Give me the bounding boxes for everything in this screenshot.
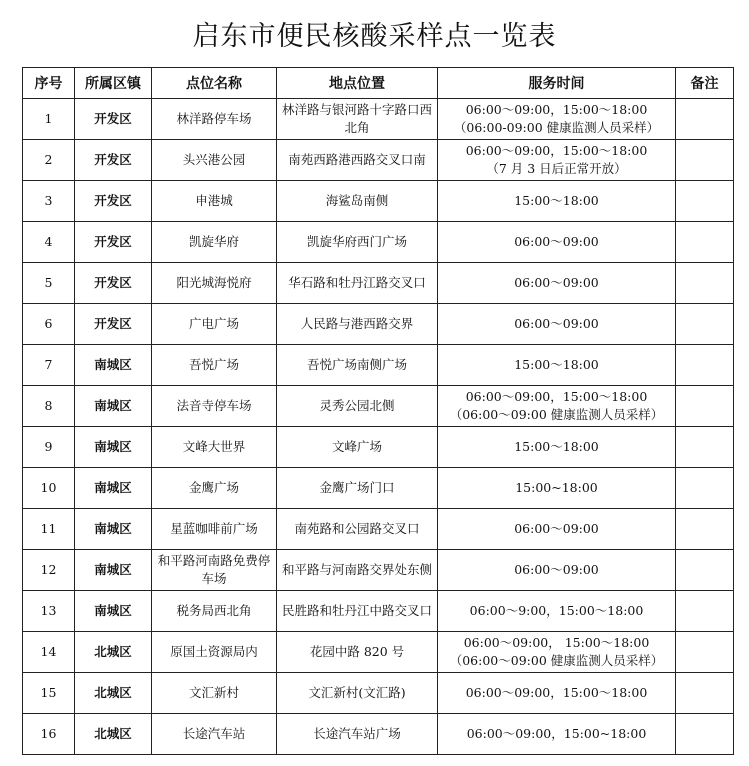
cell-district: 北城区: [75, 632, 152, 673]
service-time-line: 06:00～09:00: [514, 562, 599, 577]
table-row: [23, 99, 734, 140]
table-row: [23, 304, 734, 345]
cell-notes: [676, 181, 734, 222]
service-time-note-line: （7 月 3 日后正常开放）: [486, 161, 627, 176]
cell-seq: 7: [23, 345, 75, 386]
table-row: [23, 550, 734, 591]
cell-notes: [676, 673, 734, 714]
cell-seq: 9: [23, 427, 75, 468]
service-time-line: 06:00～9:00，15:00～18:00: [469, 603, 644, 618]
service-time-line: 06:00～09:00: [514, 521, 599, 536]
cell-seq: 5: [23, 263, 75, 304]
cell-site-name: 文汇新村: [152, 673, 277, 714]
cell-site-name: 广电广场: [152, 304, 277, 345]
cell-district: 南城区: [75, 550, 152, 591]
cell-seq: 6: [23, 304, 75, 345]
cell-notes: [676, 222, 734, 263]
cell-location: 长途汽车站广场: [277, 714, 438, 755]
cell-location: 人民路与港西路交界: [277, 304, 438, 345]
cell-location: 凯旋华府西门广场: [277, 222, 438, 263]
cell-service-time: [438, 632, 676, 673]
header-service-time: 服务时间: [438, 68, 676, 99]
cell-location: 灵秀公园北侧: [277, 386, 438, 427]
table-row: [23, 427, 734, 468]
cell-district: 开发区: [75, 99, 152, 140]
cell-service-time: [438, 714, 676, 755]
service-time-line: 06:00～09:00: [514, 316, 599, 331]
cell-service-time: [438, 386, 676, 427]
cell-district: 南城区: [75, 386, 152, 427]
cell-site-name: 长途汽车站: [152, 714, 277, 755]
cell-location: 南苑西路港西路交叉口南: [277, 140, 438, 181]
cell-district: 北城区: [75, 673, 152, 714]
header-seq: 序号: [23, 68, 75, 99]
service-time-line: 06:00～09:00: [514, 275, 599, 290]
header-district: 所属区镇: [75, 68, 152, 99]
cell-location: 文峰广场: [277, 427, 438, 468]
header-site-name: 点位名称: [152, 68, 277, 99]
table-row: [23, 509, 734, 550]
cell-district: 开发区: [75, 222, 152, 263]
cell-service-time: [438, 140, 676, 181]
cell-site-name: 星蓝咖啡前广场: [152, 509, 277, 550]
cell-notes: [676, 427, 734, 468]
sampling-sites-table: [22, 67, 734, 755]
cell-notes: [676, 468, 734, 509]
service-time-line: 15:00～18:00: [514, 357, 599, 372]
cell-notes: [676, 632, 734, 673]
service-time-note-line: （06:00～09:00 健康监测人员采样）: [449, 407, 664, 422]
table-row: [23, 591, 734, 632]
cell-district: 南城区: [75, 509, 152, 550]
cell-location: 林洋路与银河路十字路口西北角: [277, 99, 438, 140]
service-time-line: 15:00~18:00: [515, 480, 598, 495]
cell-seq: 14: [23, 632, 75, 673]
cell-district: 开发区: [75, 304, 152, 345]
service-time-line: 06:00～09:00: [514, 234, 599, 249]
page-title: 启东市便民核酸采样点一览表: [192, 21, 557, 52]
service-time-line: 15:00～18:00: [514, 439, 599, 454]
cell-service-time: [438, 99, 676, 140]
service-time-line: 06:00～09:00，15:00～18:00: [465, 143, 648, 158]
cell-seq: 1: [23, 99, 75, 140]
cell-site-name: 和平路河南路免费停车场: [152, 550, 277, 591]
cell-location: 金鹰广场门口: [277, 468, 438, 509]
cell-seq: 3: [23, 181, 75, 222]
cell-service-time: [438, 304, 676, 345]
service-time-line: 06:00～09:00，15:00～18:00: [465, 102, 648, 117]
service-time-note-line: （06:00～09:00 健康监测人员采样）: [449, 653, 664, 668]
cell-seq: 15: [23, 673, 75, 714]
cell-service-time: [438, 345, 676, 386]
cell-location: 文汇新村(文汇路): [277, 673, 438, 714]
header-notes: 备注: [676, 68, 734, 99]
table-header-row: [23, 68, 734, 99]
cell-notes: [676, 509, 734, 550]
table-row: [23, 632, 734, 673]
cell-service-time: [438, 673, 676, 714]
cell-seq: 16: [23, 714, 75, 755]
cell-site-name: 林洋路停车场: [152, 99, 277, 140]
cell-service-time: [438, 181, 676, 222]
cell-location: 海鲨岛南侧: [277, 181, 438, 222]
cell-district: 开发区: [75, 140, 152, 181]
cell-site-name: 法音寺停车场: [152, 386, 277, 427]
cell-site-name: 头兴港公园: [152, 140, 277, 181]
cell-notes: [676, 345, 734, 386]
cell-site-name: 凯旋华府: [152, 222, 277, 263]
cell-notes: [676, 386, 734, 427]
cell-service-time: [438, 591, 676, 632]
service-time-note-line: （06:00-09:00 健康监测人员采样）: [453, 120, 660, 135]
service-time-line: 15:00～18:00: [514, 193, 599, 208]
table-row: [23, 714, 734, 755]
cell-service-time: [438, 550, 676, 591]
cell-notes: [676, 550, 734, 591]
cell-district: 南城区: [75, 427, 152, 468]
cell-district: 开发区: [75, 263, 152, 304]
service-time-line: 06:00～09:00，15:00～18:00: [465, 389, 648, 404]
cell-district: 南城区: [75, 591, 152, 632]
cell-notes: [676, 591, 734, 632]
cell-seq: 4: [23, 222, 75, 263]
cell-seq: 8: [23, 386, 75, 427]
table-row: [23, 386, 734, 427]
header-location: 地点位置: [277, 68, 438, 99]
table-row: [23, 263, 734, 304]
cell-site-name: 金鹰广场: [152, 468, 277, 509]
cell-site-name: 原国土资源局内: [152, 632, 277, 673]
cell-site-name: 申港城: [152, 181, 277, 222]
cell-seq: 10: [23, 468, 75, 509]
cell-notes: [676, 263, 734, 304]
service-time-line: 06:00～09:00，15:00～18:00: [465, 685, 648, 700]
cell-site-name: 吾悦广场: [152, 345, 277, 386]
cell-location: 民胜路和牡丹江中路交叉口: [277, 591, 438, 632]
cell-district: 南城区: [75, 468, 152, 509]
service-time-line: 06:00～09:00，15:00~18:00: [466, 726, 647, 741]
cell-service-time: [438, 222, 676, 263]
cell-seq: 12: [23, 550, 75, 591]
cell-site-name: 税务局西北角: [152, 591, 277, 632]
cell-location: 花园中路 820 号: [277, 632, 438, 673]
table-row: [23, 468, 734, 509]
cell-seq: 2: [23, 140, 75, 181]
cell-district: 南城区: [75, 345, 152, 386]
service-time-line: 06:00～09:00， 15:00～18:00: [463, 635, 650, 650]
cell-notes: [676, 714, 734, 755]
table-row: [23, 673, 734, 714]
cell-service-time: [438, 509, 676, 550]
cell-service-time: [438, 263, 676, 304]
cell-district: 北城区: [75, 714, 152, 755]
cell-notes: [676, 304, 734, 345]
table-row: [23, 345, 734, 386]
table-row: [23, 222, 734, 263]
cell-location: 吾悦广场南侧广场: [277, 345, 438, 386]
cell-notes: [676, 99, 734, 140]
cell-location: 南苑路和公园路交叉口: [277, 509, 438, 550]
cell-service-time: [438, 468, 676, 509]
cell-district: 开发区: [75, 181, 152, 222]
cell-site-name: 阳光城海悦府: [152, 263, 277, 304]
cell-service-time: [438, 427, 676, 468]
cell-seq: 13: [23, 591, 75, 632]
table-row: [23, 140, 734, 181]
cell-notes: [676, 140, 734, 181]
cell-site-name: 文峰大世界: [152, 427, 277, 468]
cell-location: 和平路与河南路交界处东侧: [277, 550, 438, 591]
table-row: [23, 181, 734, 222]
cell-seq: 11: [23, 509, 75, 550]
cell-location: 华石路和牡丹江路交叉口: [277, 263, 438, 304]
